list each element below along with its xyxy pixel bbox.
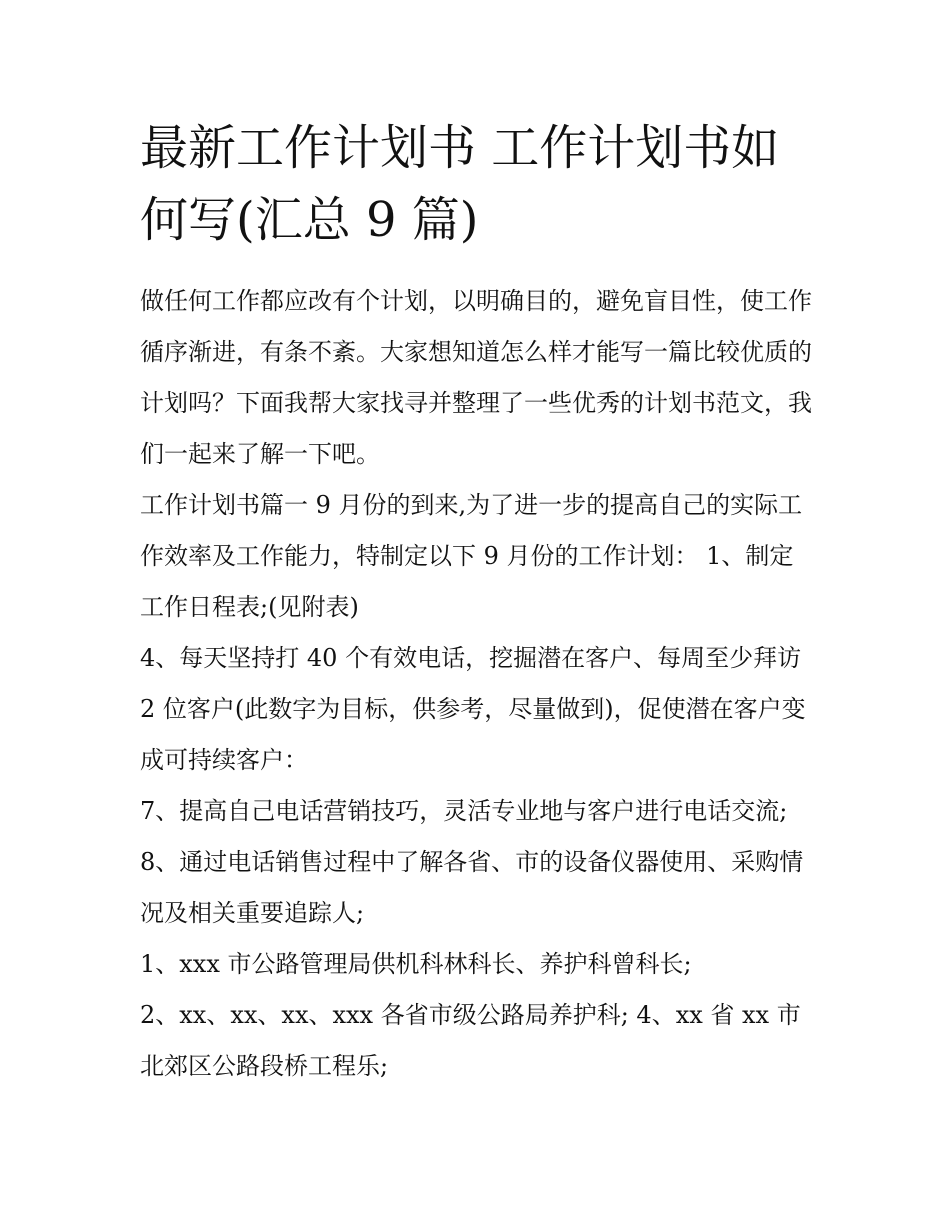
document-body — [140, 276, 812, 1092]
intro-paragraph: 做任何工作都应改有个计划，以明确目的，避免盲目性，使工作循序渐进，有条不紊。大家想知道怎么样才能写一篇比较优质的计划吗？下面我帮大家找寻并整理了一些优秀的计划书范文，我们一起来了解一下吧。 — [140, 287, 812, 468]
plan-paragraph-8: 8、通过电话销售过程中了解各省、市的设备仪器使用、采购情况及相关重要追踪人; — [140, 848, 804, 927]
plan-paragraph-4: 4、每天坚持打 40 个有效电话，挖掘潜在客户、每周至少拜访 2 位客户(此数字为目标，供参考，尽量做到)，促使潜在客户变成可持续客户： — [140, 644, 806, 774]
contact-paragraph-2: 2、xx、xx、xx、xxx 各省市级公路局养护科; 4、xx 省 xx 市北郊区公路段桥工程乐; — [140, 1001, 801, 1080]
plan-paragraph-7: 7、提高自己电话营销技巧，灵活专业地与客户进行电话交流; — [140, 797, 788, 825]
plan-paragraph-1: 工作计划书篇一 9 月份的到来,为了进一步的提高自己的实际工作效率及工作能力，特制定以下 9 月份的工作计划： 1、制定工作日程表;(见附表) — [140, 491, 803, 621]
document-title: 最新工作计划书 工作计划书如何写(汇总 9 篇) — [140, 120, 780, 248]
contact-paragraph-1: 1、xxx 市公路管理局供机科林科长、养护科曾科长; — [140, 950, 692, 978]
